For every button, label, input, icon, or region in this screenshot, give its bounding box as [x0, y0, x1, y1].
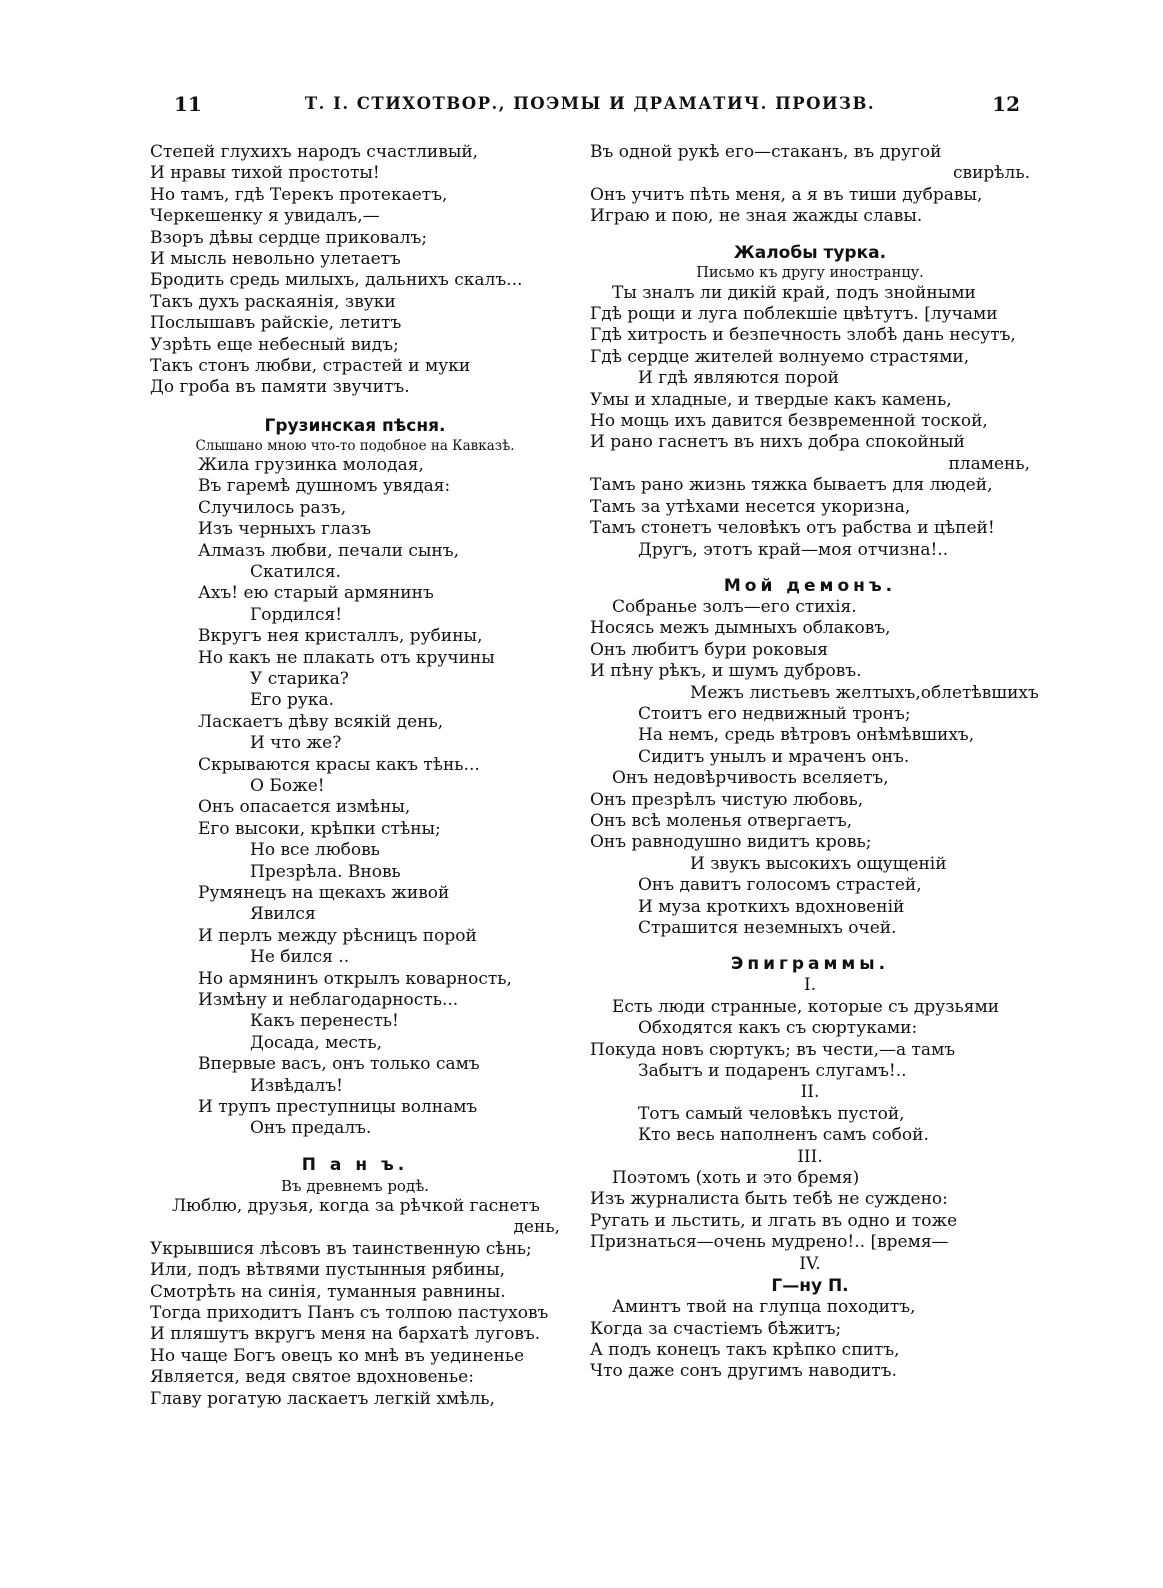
poem-subtitle-georgian-song: Слышано мною что-то подобное на Кавказѣ. [195, 437, 515, 454]
verse-line: Въ гаремѣ душномъ увядая: [198, 476, 451, 497]
verse-line: До гроба въ памяти звучитъ. [150, 377, 410, 398]
verse-line: Укрывшися лѣсовъ въ таинственную сѣнь; [150, 1238, 532, 1259]
verse-line: А подъ конецъ такъ крѣпко спитъ, [590, 1339, 900, 1360]
verse-line: Забытъ и подаренъ слугамъ!.. [638, 1061, 907, 1082]
verse-line: И муза кроткихъ вдохновеній [638, 896, 905, 917]
epigram-4-title: Г—ну П. [771, 1276, 849, 1297]
verse-line: Черкешенку я увидалъ,— [150, 206, 380, 227]
epigram-number-3: III. [797, 1146, 823, 1167]
verse-line: Является, ведя святое вдохновенье: [150, 1367, 474, 1388]
verse-line: Есть люди странные, которые съ друзьями [612, 996, 1000, 1017]
verse-line: Ты зналъ ли дикій край, подъ знойными [612, 282, 976, 303]
verse-line: Взоръ дѣвы сердце приковалъ; [150, 227, 428, 248]
verse-line: Скатился. [250, 561, 341, 582]
verse-line: Но мощь ихъ давится безвременной тоской, [590, 411, 988, 432]
epigram-number-4: IV. [799, 1253, 821, 1274]
verse-line: Или, подъ вѣтвями пустынныя рябины, [150, 1260, 506, 1281]
verse-line: Вкругъ нея кристаллъ, рубины, [198, 626, 483, 647]
verse-line: Онъ любитъ бури роковыя [590, 639, 828, 660]
verse-line: Поэтомъ (хоть и это бремя) [612, 1168, 860, 1189]
verse-line: И перлъ между рѣсницъ порой [198, 925, 477, 946]
poem-subtitle-turk-complaints: Письмо къ другу иностранцу. [696, 264, 924, 281]
poem-my-demon [590, 596, 1039, 940]
poem-pan [150, 1196, 560, 1410]
page-number-right: 12 [992, 92, 1020, 116]
verse-line: Презрѣла. Вновь [250, 861, 401, 882]
verse-line: Онъ недовѣрчивость вселяетъ, [612, 768, 889, 789]
verse-line: И нравы тихой простоты! [150, 163, 380, 184]
poem-title-georgian-song: Грузинская пѣсня. [264, 415, 446, 436]
verse-line: Онъ всѣ моленья отвергаетъ, [590, 810, 853, 831]
verse-line: Румянецъ на щекахъ живой [198, 883, 450, 903]
verse-line: Онъ опасается измѣны, [198, 797, 411, 818]
poem-pan-continued [590, 142, 1030, 228]
right-column [590, 142, 1039, 1383]
verse-line: Обходятся какъ съ сюртуками: [638, 1018, 918, 1039]
verse-line: Алмазъ любви, печали сынъ, [198, 540, 459, 561]
verse-line: Тамъ за утѣхами несется укоризна, [590, 496, 911, 517]
verse-line: Сидитъ унылъ и мраченъ онъ. [638, 746, 910, 767]
verse-line: Кто весь наполненъ самъ собой. [638, 1125, 929, 1146]
verse-line: И звукъ высокихъ ощущеній [690, 853, 947, 874]
verse-line: Что даже сонъ другимъ наводитъ. [590, 1361, 897, 1382]
poem-title-epigrams: Эпиграммы. [730, 954, 890, 975]
verse-line: Измѣну и неблагодарность... [198, 990, 459, 1011]
verse-line: Но все любовь [250, 840, 380, 861]
verse-line: Скрываются красы какъ тѣнь... [198, 754, 480, 775]
verse-line: Случилось разъ, [198, 497, 347, 518]
verse-line: Какъ перенесть! [250, 1011, 399, 1032]
verse-line: Другъ, этотъ край—моя отчизна!.. [638, 539, 949, 560]
verse-line: Люблю, друзья, когда за рѣчкой гаснетъ [172, 1195, 540, 1216]
verse-line: Узрѣть еще небесный видъ; [150, 334, 399, 355]
verse-line: Но тамъ, гдѣ Терекъ протекаетъ, [150, 184, 448, 205]
poem-title-my-demon: Мой демонъ. [723, 575, 897, 596]
verse-line: На немъ, средь вѣтровъ онѣмѣвшихъ, [638, 725, 975, 746]
verse-line: У старика? [250, 668, 349, 689]
verse-line: Онъ давитъ голосомъ страстей, [638, 875, 922, 896]
poem-intro-fragment [150, 142, 560, 399]
verse-line: Аминтъ твой на глупца походитъ, [612, 1297, 916, 1318]
verse-line: И пляшутъ вкругъ меня на бархатѣ луговъ. [150, 1324, 541, 1345]
verse-line: Гдѣ хитрость и безпечность злобѣ дань несутъ, [590, 325, 1016, 346]
verse-line: Тамъ стонетъ человѣкъ отъ рабства и цѣпей! [590, 518, 995, 539]
verse-line: Не бился .. [250, 947, 350, 968]
verse-line: Тогда приходитъ Панъ съ толпою пастуховъ [150, 1302, 549, 1323]
poem-title-turk-complaints: Жалобы турка. [733, 242, 887, 263]
verse-line: Собранье золъ—его стихія. [612, 596, 857, 617]
page-number-left: 11 [174, 92, 202, 116]
verse-line: Онъ презрѣлъ чистую любовь, [590, 789, 864, 810]
verse-line: Признаться—очень мудрено!.. [время— [590, 1232, 949, 1253]
verse-line: Ахъ! ею старый армянинъ [198, 583, 434, 604]
verse-line: Смотрѣть на синія, туманныя равнины. [150, 1281, 506, 1302]
verse-line: день, [513, 1217, 560, 1238]
verse-line: О Боже! [250, 775, 325, 796]
verse-line: Когда за счастіемъ бѣжитъ; [590, 1318, 842, 1339]
running-title: Т. I. СТИХОТВОР., ПОЭМЫ И ДРАМАТИЧ. ПРОИЗВ. [304, 94, 876, 113]
verse-line: И гдѣ являются порой [638, 368, 839, 389]
left-column [150, 142, 560, 1410]
verse-line: Покуда новъ сюртукъ; въ чести,—а тамъ [590, 1039, 956, 1060]
verse-line: Носясь межъ дымныхъ облаковъ, [590, 618, 891, 639]
verse-line: Межъ листьевъ желтыхъ,облетѣвшихъ [690, 682, 1039, 703]
poem-turk-complaints [590, 283, 1030, 561]
verse-line: Ругать и льстить, и лгать въ одно и тоже [590, 1210, 958, 1231]
verse-line: Послышавъ райскіе, летитъ [150, 313, 402, 334]
verse-line: Онъ учитъ пѣть меня, а я въ тиши дубравы, [590, 184, 983, 205]
verse-line: Страшится неземныхъ очей. [638, 918, 897, 938]
poem-subtitle-pan: Въ древнемъ родѣ. [280, 1176, 430, 1195]
verse-line: Такъ духъ раскаянія, звуки [150, 291, 396, 312]
verse-line: Умы и хладные, и твердые какъ камень, [590, 389, 952, 410]
verse-line: Гдѣ рощи и луга поблекшіе цвѣтутъ. [лучами [590, 304, 998, 325]
verse-line: Ласкаетъ дѣву всякій день, [198, 711, 444, 732]
verse-line: Онъ предалъ. [250, 1118, 372, 1139]
verse-line: свирѣль. [952, 163, 1030, 184]
verse-line: Степей глухихъ народъ счастливый, [150, 142, 479, 162]
verse-line: Жила грузинка молодая, [198, 454, 424, 475]
verse-line: пламень, [948, 453, 1030, 474]
verse-line: Главу рогатую ласкаетъ легкій хмѣль, [150, 1388, 495, 1409]
verse-line: Его рука. [250, 690, 335, 711]
epigram-number-2: II. [800, 1082, 820, 1103]
verse-line: Изъ черныхъ глазъ [198, 519, 372, 540]
verse-line: Его высоки, крѣпки стѣны; [198, 818, 441, 839]
verse-line: И рано гаснетъ въ нихъ добра спокойный [590, 432, 965, 453]
epigram-2 [590, 1104, 1030, 1147]
verse-line: Но армянинъ открылъ коварность, [198, 968, 512, 989]
verse-line: Такъ стонъ любви, страстей и муки [150, 356, 471, 377]
verse-line: Гордился! [250, 604, 343, 625]
verse-line: И что же? [250, 733, 342, 754]
verse-line: Изъ журналиста быть тебѣ не суждено: [590, 1189, 948, 1210]
verse-line: Но чаще Богъ овецъ ко мнѣ въ уединенье [150, 1345, 525, 1366]
epigram-4 [590, 1297, 1030, 1383]
epigram-number-1: I. [803, 975, 817, 996]
verse-line: Бродить средь милыхъ, дальнихъ скалъ... [150, 270, 523, 291]
verse-line: Стоитъ его недвижный тронъ; [638, 703, 911, 724]
verse-line: Впервые васъ, онъ только самъ [198, 1054, 480, 1075]
verse-line: И трупъ преступницы волнамъ [198, 1097, 478, 1118]
verse-line: Гдѣ сердце жителей волнуемо страстями, [590, 346, 970, 367]
verse-line: Но какъ не плакать отъ кручины [198, 647, 495, 668]
verse-line: Тамъ рано жизнь тяжка бываетъ для людей, [590, 475, 993, 496]
verse-line: И пѣну рѣкъ, и шумъ дубровъ. [590, 661, 862, 682]
verse-line: Въ одной рукѣ его—стаканъ, въ другой [590, 142, 942, 162]
verse-line: Досада, месть, [250, 1032, 382, 1053]
poem-title-pan: П а н ъ. [301, 1154, 409, 1175]
verse-line: Извѣдалъ! [250, 1075, 343, 1096]
verse-line: Явился [250, 904, 316, 925]
epigram-3 [590, 1168, 1030, 1254]
verse-line: Играю и пою, не зная жажды славы. [590, 206, 923, 227]
epigram-1 [590, 997, 1030, 1083]
verse-line: Онъ равнодушно видитъ кровь; [590, 832, 872, 853]
poem-georgian-song [150, 455, 560, 1140]
verse-line: И мысль невольно улетаетъ [150, 249, 401, 270]
running-header [160, 92, 1020, 122]
verse-line: Тотъ самый человѣкъ пустой, [638, 1103, 905, 1124]
